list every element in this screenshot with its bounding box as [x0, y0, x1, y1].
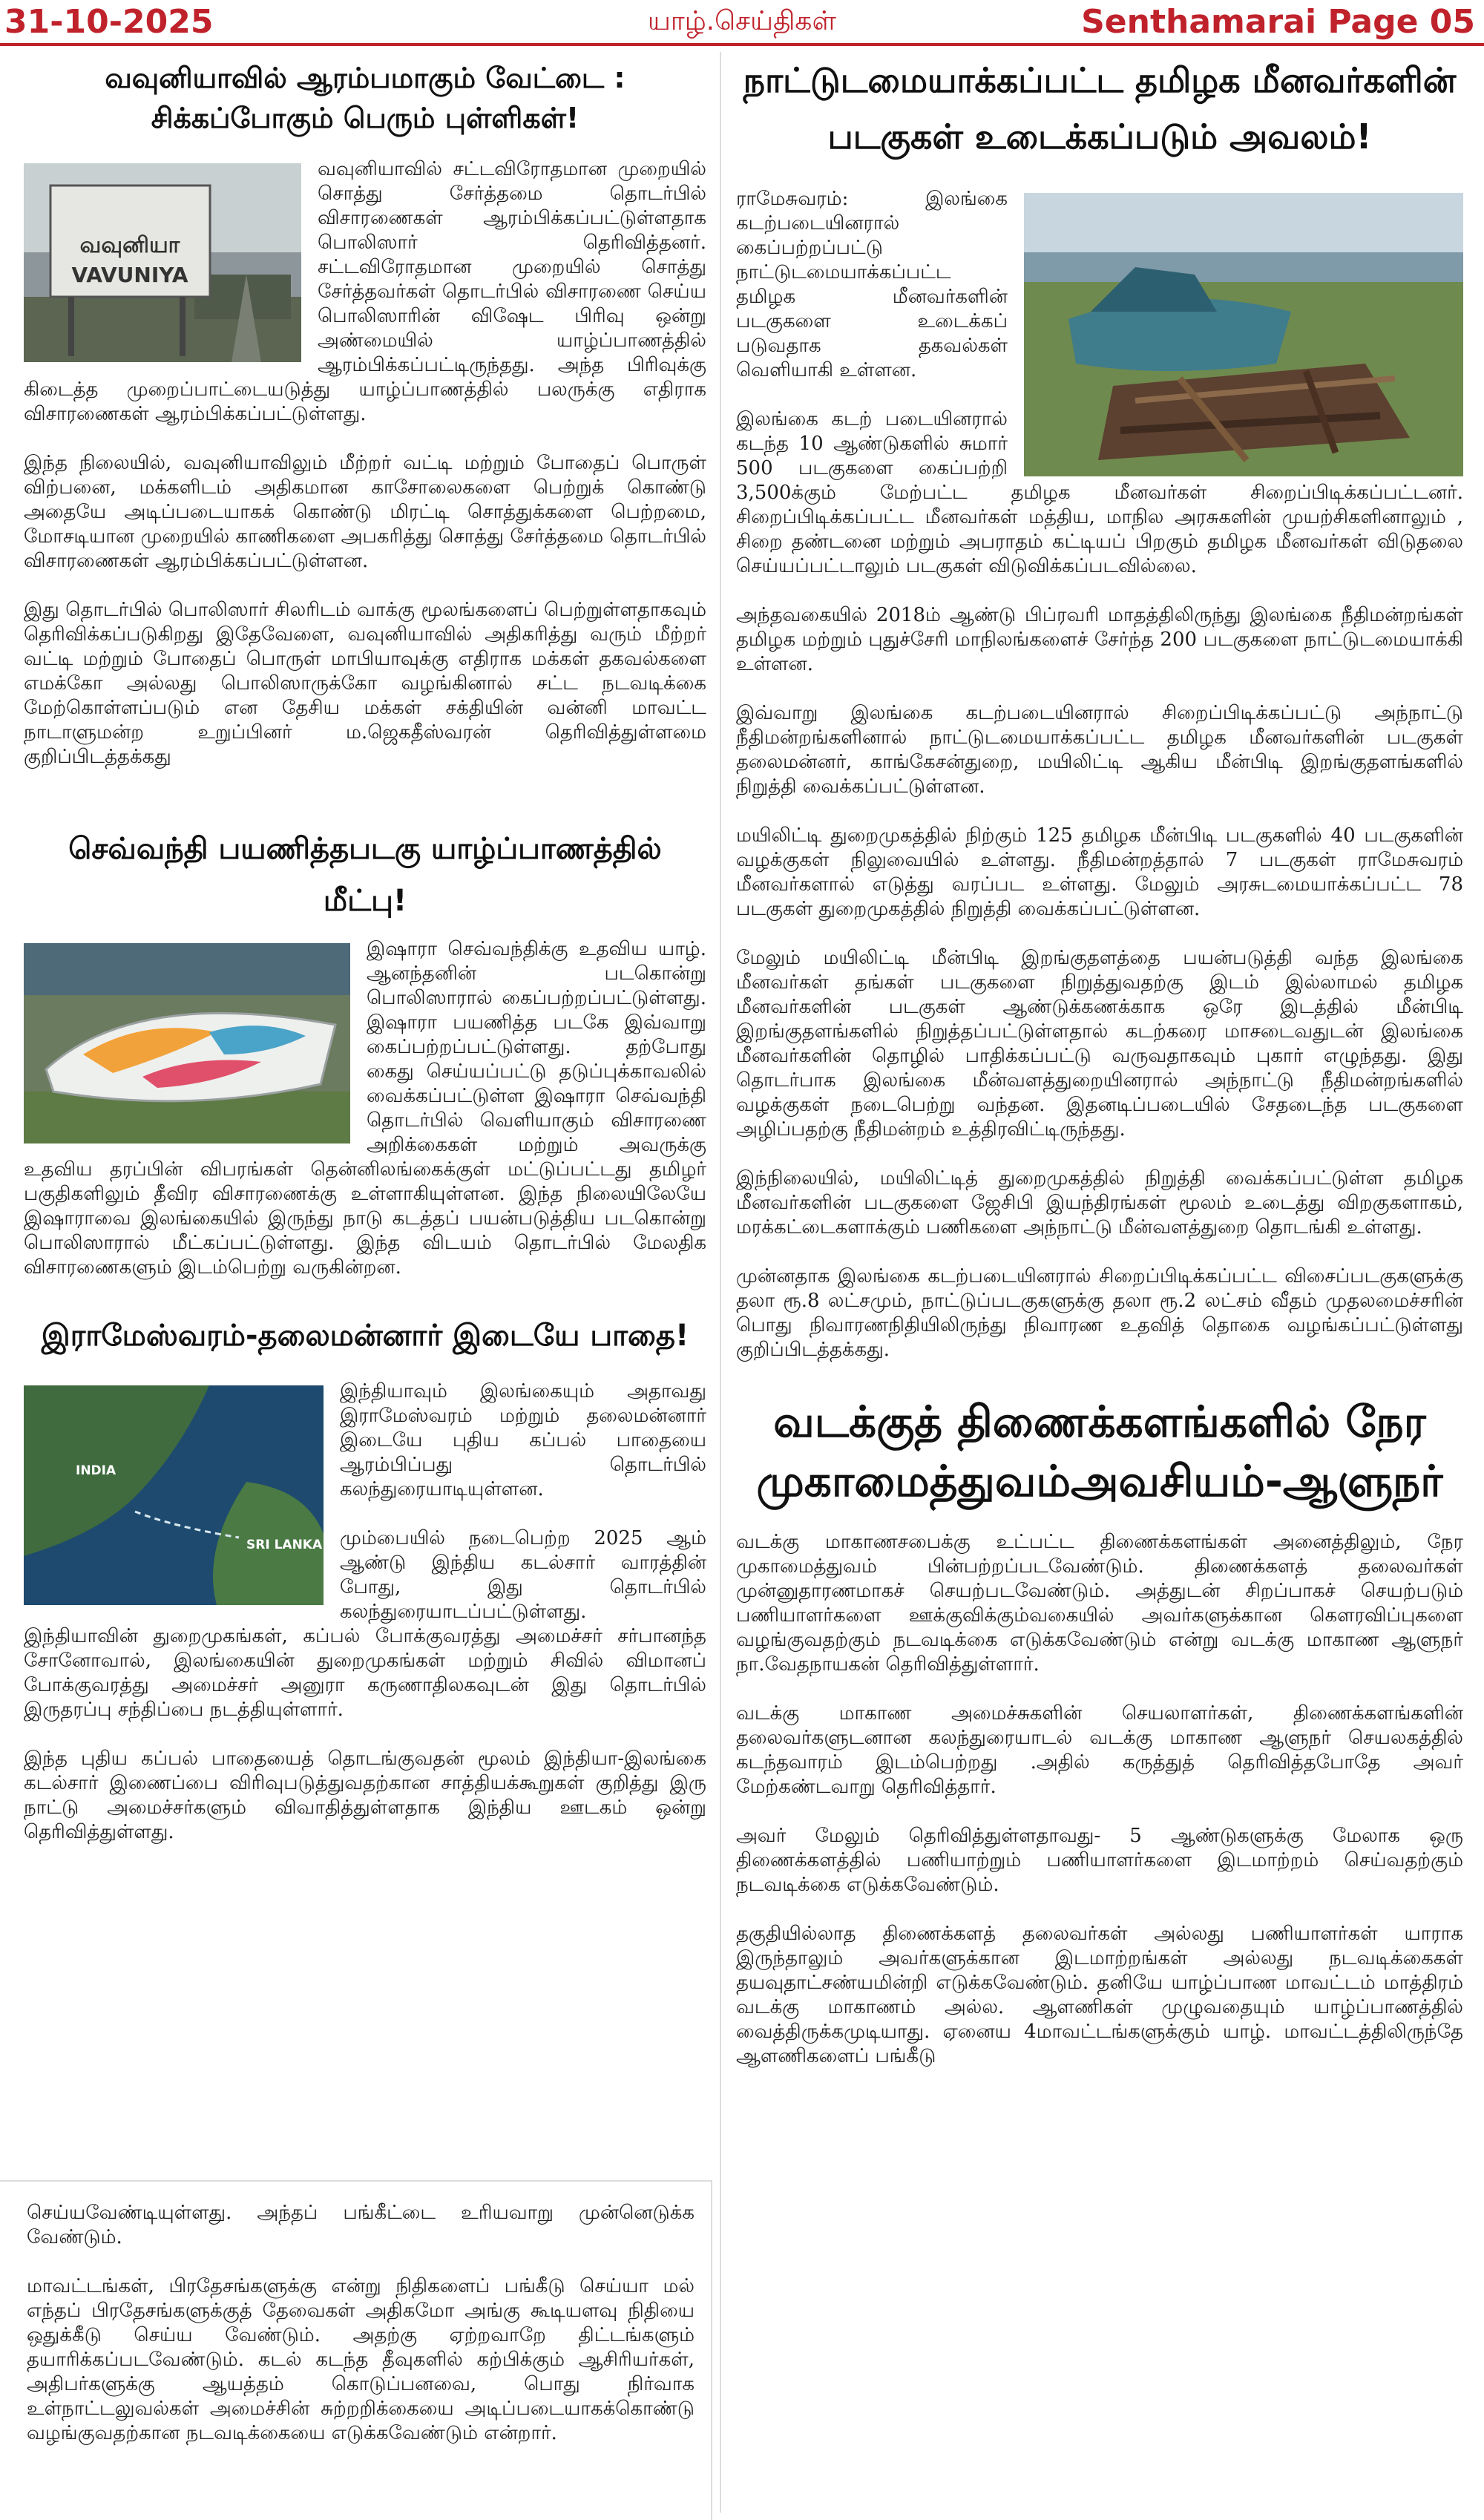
masthead — [0, 0, 1484, 46]
article-boat-recovered — [24, 823, 706, 1280]
sign-text-tamil: வவுனியா — [79, 232, 180, 258]
paragraph: ராமேசுவரம்: இலங்கை கடற்படையினரால் கைப்பற்றப்பட்டு நாட்டுடமையாக்கப்பட்ட தமிழக மீனவர்களின் படகுகளை உடைக்கப் படுவதாக தகவல்கள் வெளியாகி உள்ளன. — [736, 188, 1008, 381]
headline-fishing-line1: நாட்டுடமையாக்கப்பட்ட தமிழக மீனவர்களின் — [743, 60, 1457, 100]
vavuniya-sign-photo — [24, 163, 301, 362]
boat-image — [24, 943, 350, 1143]
map-label-india: INDIA — [76, 1463, 116, 1478]
paragraph: அந்தவகையில் 2018ம் ஆண்டு பிப்ரவரி மாதத்திலிருந்து இலங்கை நீதிமன்றங்கள் தமிழக மற்றும் புதுச்சேரி மாநிலங்களைச் சேர்ந்த 200 படகுகளை நாட்டுடமையாக்கி உள்ளன. — [736, 604, 1463, 675]
paragraph: இந்த நிலையில், வவுனியாவிலும் மீற்றர் வட்டி மற்றும் போதைப் பொருள் விற்பனை, மக்களிடம் அதிகமான காசோலைகளை பெற்றுக் கொண்டு அதையே அடிப்படையாகக் கொண்டு மிரட்டி சொத்துக்களை பெற்றமை, மோசடியான முறையில் காணிகளை அபகரித்து சொத்து சேர்த்தமை தொடர்பில் விசாரணைகள் ஆரம்பிக்கப்பட்டுள்ளன. — [24, 452, 706, 572]
headline-vavuniya — [24, 58, 706, 138]
continued-box — [0, 2180, 712, 2520]
paragraph: வடக்கு மாகாண அமைச்சுகளின் செயலாளர்கள், திணைக்களங்களின் தலைவர்களுடனான கலந்துரையாடல் வடக்கு மாகாண ஆளுநர் செயலகத்தில் கடந்தவாரம் இடம்பெற்றது .அதில் கருத்துத் தெரிவித்தபோதே அவர் மேற்கண்டவாறு தெரிவித்தார். — [736, 1702, 1463, 1798]
left-column — [24, 52, 706, 2174]
paragraph: இஷாரா செவ்வந்திக்கு உதவிய யாழ். ஆனந்தனின் படகொன்று பொலிஸாரால் கைப்பற்றப்பட்டுள்ளது. இஷாரா பயணித்த படகே இவ்வாறு கைப்பற்றப்பட்டுள்ளது. தற்போது கைது செய்யப்பட்டு தடுப்புக்காவலில் வைக்கப்பட்டுள்ள இஷாரா செவ்வந்தி தொடர்பில் வெளியாகும் விசாரணை அறிக்கைகள் மற்றும் அவருக்கு உதவிய தரப்பின் விபரங்கள் தென்னிலங்கைக்குள் மட்டுப்பட்டது தமிழர் பகுதிகளிலும் தீவிர விசாரணைக்கு உள்ளாகியுள்ளன. இந்த நிலையிலேயே இஷாராவை இலங்கையில் இருந்து நாடு கடத்தப் பயன்படுத்திய படகொன்று பொலிஸாரால் மீட்கப்பட்டுள்ளது. இந்த விடயம் தொடர்பில் மேலதிக விசாரணைகளும் இடம்பெற்று வருகின்றன. — [24, 938, 706, 1279]
paragraph: இந்நிலையில், மயிலிட்டித் துறைமுகத்தில் நிறுத்தி வைக்கப்பட்டுள்ள தமிழக மீனவர்களின் படகுகளை ஜேசிபி இயந்திரங்கள் மூலம் உடைத்து விறகுகளாகம், மரக்கட்டைகளாக்கும் பணிகளை அந்நாட்டு மீன்வளத்துறை தொடங்கி உள்ளது. — [736, 1167, 1463, 1238]
article-ferry-route — [24, 1310, 706, 1845]
continued-body — [27, 2201, 695, 2446]
paragraph: மேலும் மயிலிட்டி மீன்பிடி இறங்குதளத்தை பயன்படுத்தி வந்த இலங்கை மீனவர்கள் தங்கள் படகுகளை நிறுத்துவதற்கு இடம் இல்லாமல் தமிழக மீனவர்களின் படகுகள் ஆண்டுக்கணக்காக ஒரே இடத்தில் மீன்பிடி இறங்குதளங்களில் நிறுத்தப்பட்டுள்ளதால் கடற்கரை மாசடைவதுடன் இலங்கை மீனவர்களின் தொழில் பாதிக்கப்பட்டு வருவதாகவும் புகார் எழுந்தது. இது தொடர்பாக இலங்கை மீன்வளத்துறையினரால் அந்நாட்டு நீதிமன்றங்களில் வழக்குகள் நடைபெற்று வந்தன. இதனடிப்படையில் சேதடைந்த படகுகளை அழிப்பதற்கு நீதிமன்றம் உத்திரவிட்டிருந்தது. — [736, 947, 1463, 1141]
headline-governor — [736, 1392, 1463, 1511]
sign-text-english: VAVUNIYA — [71, 263, 188, 287]
article-vavuniya — [24, 58, 706, 770]
paragraph: இலங்கை கடற் படையினரால் கடந்த 10 ஆண்டுகளில் சுமார் 500 படகுகளை கைப்பற்றி 3,500க்கும் மேற்பட்ட தமிழக மீனவர்கள் சிறைப்பிடிக்கப்பட்டனர். சிறைப்பிடிக்கப்பட்ட மீனவர்கள் மத்திய, மாநில அரசுகளின் முயற்சிகளினாலும் , சிறை தண்டனை மற்றும் அபராதம் கட்டியப் பிறகும் தமிழக மீனவர்கள் விடுதலை செய்யப்பட்டாலும் படகுகள் விடுவிக்கப்படவில்லை. — [736, 408, 1463, 577]
broken-boats-image — [1024, 193, 1463, 476]
paragraph: வடக்கு மாகாணசபைக்கு உட்பட்ட திணைக்களங்கள் அனைத்திலும், நேர முகாமைத்துவம் பின்பற்றப்படவேண்டும். திணைக்களத் தலைவர்கள் முன்னுதாரணமாகச் செயற்படவேண்டும். அத்துடன் சிறப்பாகச் செயற்படும் பணியாளர்களை ஊக்குவிக்கும்வகையில் அவர்களுக்கான கௌரவிப்புகளை வழங்குவதற்கும் நடவடிக்கை எடுக்கவேண்டும் என்று வடக்கு மாகாண ஆளுநர் நா.வேதநாயகன் தெரிவித்துள்ளார். — [736, 1531, 1463, 1676]
article-boat-body — [24, 937, 706, 1280]
headline-vavuniya-line1: வவுனியாவில் ஆரம்பமாகும் வேட்டை : — [105, 62, 626, 94]
paragraph: மயிலிட்டி துறைமுகத்தில் நிற்கும் 125 தமிழக மீன்பிடி படகுகளில் 40 படகுகளின் வழக்குகள் நிலுவையில் உள்ளது. நீதிமன்றத்தால் 7 படகுகள் ராமேசுவரம் மீனவர்களால் எடுத்து வரப்பட உள்ளது. மேலும் அரசுடமையாக்கப்பட்ட 78 படகுகள் துறைமுகத்தில் நிறுத்தி வைக்கப்பட்டுள்ளன. — [736, 824, 1463, 920]
map-label-srilanka: SRI LANKA — [246, 1538, 323, 1552]
paragraph: இந்தியாவும் இலங்கையும் அதாவது இராமேஸ்வரம் மற்றும் தலைமன்னார் இடையே புதிய கப்பல் பாதையை ஆரம்பிப்பது தொடர்பில் கலந்துரையாடியுள்ளன. — [340, 1380, 706, 1500]
headline-vavuniya-line2: சிக்கப்போகும் பெரும் புள்ளிகள்! — [151, 102, 580, 134]
vavuniya-sign-image — [24, 163, 301, 362]
broken-boats-photo — [1024, 193, 1463, 476]
article-vavuniya-body — [24, 157, 706, 770]
headline-boat-recovered: செவ்வந்தி பயணித்தபடகு யாழ்ப்பாணத்தில் மீட்பு! — [68, 832, 662, 918]
headline-governor-line1: வடக்குத் திணைக்களங்களில் நேர — [773, 1397, 1426, 1447]
article-governor-body — [736, 1530, 1463, 2069]
headline-governor-line2: முகாமைத்துவம்அவசியம்-ஆளுநர் — [756, 1456, 1443, 1506]
map-photo — [24, 1385, 324, 1605]
paragraph: அவர் மேலும் தெரிவித்துள்ளதாவது- 5 ஆண்டுகளுக்கு மேலாக ஒரு திணைக்களத்தில் பணியாற்றும் பணியாளர்களை இடமாற்றம் செய்வதற்கும் நடவடிக்கை எடுக்கவேண்டும். — [736, 1825, 1463, 1896]
article-fishing-body — [736, 187, 1463, 1362]
headline-ferry-route: இராமேஸ்வரம்-தலைமன்னார் இடையே பாதை! — [41, 1319, 689, 1353]
paragraph: இது தொடர்பில் பொலிஸார் சிலரிடம் வாக்கு மூலங்களைப் பெற்றுள்ளதாகவும் தெரிவிக்கப்படுகிறது இதேவேளை, வவுனியாவில் அதிகரித்து வரும் மீற்றர் வட்டி மற்றும் போதைப் பொருள் மாபியாவுக்கு எதிராக மக்கள் தகவல்களை எமக்கோ அல்லது பொலிஸாருக்கோ வழங்கினால் சட்ட நடவடிக்கை மேற்கொள்ளப்படும் என தேசிய மக்கள் சக்தியின் வன்னி மாவட்ட நாடாளுமன்ற உறுப்பினர் ம.ஜெகதீஸ்வரன் தெரிவித்துள்ளமை குறிப்பிடத்தக்கது — [24, 599, 706, 768]
article-fishing-boats — [736, 52, 1463, 1362]
paragraph: செய்யவேண்டியுள்ளது. அந்தப் பங்கீட்டை உரியவாறு முன்னெடுக்க வேண்டும். — [27, 2202, 695, 2248]
paper-name: யாழ்.செய்திகள் — [648, 6, 836, 36]
paragraph: வவுனியாவில் சட்டவிரோதமான முறையில் சொத்து சேர்த்தமை தொடர்பில் விசாரணைகள் ஆரம்பிக்கப்பட்டுள்ளதாக பொலிஸார் தெரிவித்தனர். சட்டவிரோதமான முறையில் சொத்து சேர்த்தவர்கள் தொடர்பில் விசாரணை செய்ய பொலிஸாரின் விஷேட பிரிவு ஒன்று அண்மையில் யாழ்ப்பாணத்தில் ஆரம்பிக்கப்பட்டிருந்தது. அந்த பிரிவுக்கு கிடைத்த முறைப்பாட்டையடுத்து யாழ்ப்பாணத்தில் பலருக்கு எதிராக விசாரணைகள் ஆரம்பிக்கப்பட்டுள்ளது. — [24, 158, 706, 425]
paragraph: இவ்வாறு இலங்கை கடற்படையினரால் சிறைப்பிடிக்கப்பட்டு அந்நாட்டு நீதிமன்றங்களினால் நாட்டுடமையாக்கப்பட்ட தமிழக மீனவர்களின் படகுகள் தலைமன்னர், காங்கேசன்துறை, மயிலிட்டி ஆகிய மீன்பிடி இறங்குதளங்களில் நிறுத்தி வைக்கப்பட்டுள்ளன. — [736, 702, 1463, 798]
boat-photo — [24, 943, 350, 1143]
page-label: Senthamarai Page 05 — [1081, 3, 1475, 41]
paragraph: மாவட்டங்கள், பிரதேசங்களுக்கு என்று நிதிகளைப் பங்கீடு செய்யா மல் எந்தப் பிரதேசங்களுக்குத் தேவைகள் அதிகமோ அங்கு கூடியளவு நிதியை ஒதுக்கீடு செய்ய வேண்டும். அதற்கு ஏற்றவாறே திட்டங்களும் தயாரிக்கப்படவேண்டும். கடல் கடந்த தீவுகளில் கற்பிக்கும் ஆசிரியர்கள், அதிபர்களுக்கு ஆயத்தம் கொடுப்பனவை, பொது நிர்வாக உள்நாட்டலுவல்கள் அமைச்சின் சுற்றறிக்கையை அடிப்படையாகக்கொண்டு வழங்குவதற்கான நடவடிக்கையை எடுக்கவேண்டும் என்றார். — [27, 2275, 695, 2444]
route-map-image — [24, 1385, 324, 1605]
headline-fishing-boats — [736, 52, 1463, 165]
paragraph: முன்னதாக இலங்கை கடற்படையினரால் சிறைப்பிடிக்கப்பட்ட விசைப்படகுகளுக்கு தலா ரூ.8 லட்சமும், நாட்டுப்படகுகளுக்கு தலா ரூ.2 லட்சம் வீதம் முதலமைச்சரின் பொது நிவாரணநிதியிலிருந்து நிவாரண உதவித் தொகை வழங்கப்பட்டுள்ளது குறிப்பிடத்தக்கது. — [736, 1265, 1463, 1361]
article-governor — [736, 1392, 1463, 2069]
headline-fishing-line2: படகுகள் உடைக்கப்படும் அவலம்! — [827, 117, 1372, 157]
article-ferry-body — [24, 1379, 706, 1845]
paragraph: இந்த புதிய கப்பல் பாதையைத் தொடங்குவதன் மூலம் இந்தியா-இலங்கை கடல்சார் இணைப்பை விரிவுபடுத்துவதற்கான சாத்தியக்கூறுகள் குறித்து இரு நாட்டு அமைச்சர்களும் விவாதித்துள்ளதாக இந்திய ஊடகம் ஒன்று தெரிவித்துள்ளது. — [24, 1748, 706, 1843]
issue-date: 31-10-2025 — [4, 3, 214, 41]
paragraph: மும்பையில் நடைபெற்ற 2025 ஆம் ஆண்டு இந்திய கடல்சார் வாரத்தின் போது, இது தொடர்பில் கலந்துரையாடப்பட்டுள்ளது. இந்தியாவின் துறைமுகங்கள், கப்பல் போக்குவரத்து அமைச்சர் சர்பானந்த சோனோவால், இலங்கையின் துறைமுகங்கள் மற்றும் சிவில் விமானப் போக்குவரத்து அமைச்சர் அனுரா கருணாதிலகவுடன் இது தொடர்பில் இருதரப்பு சந்திப்பை நடத்தியுள்ளார். — [24, 1527, 706, 1721]
right-column — [736, 52, 1463, 2513]
column-divider — [720, 52, 721, 2513]
paragraph: தகுதியில்லாத திணைக்களத் தலைவர்கள் அல்லது பணியாளர்கள் யாராக இருந்தாலும் அவர்களுக்கான இடமாற்றங்கள் அல்லது நடவடிக்கைகள் தயவுதாட்சண்யமின்றி எடுக்கவேண்டும். தனியே யாழ்ப்பாண மாவட்டம் மாத்திரம் வடக்கு மாகாணம் அல்ல. ஆளணிகள் முழுவதையும் யாழ்ப்பாணத்தில் வைத்திருக்கமுடியாது. ஏனைய 4மாவட்டங்களுக்கும் யாழ். மாவட்டத்திலிருந்தே ஆளணிகளைப் பங்கீடு — [736, 1923, 1463, 2067]
